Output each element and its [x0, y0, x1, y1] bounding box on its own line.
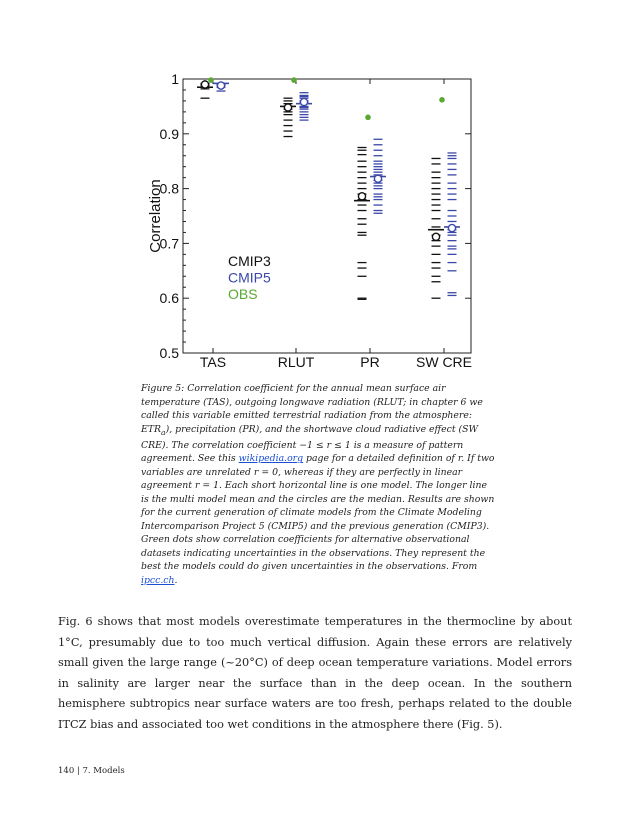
x-tick-label: TAS — [199, 354, 227, 370]
page-footer: 140 | 7. Models — [58, 766, 125, 776]
median-circle — [374, 175, 381, 182]
median-circle — [432, 233, 439, 240]
median-circle — [217, 82, 224, 89]
ipcc-link[interactable]: ipcc.ch — [141, 574, 175, 586]
caption-subscript: a — [161, 427, 166, 437]
plot-frame — [183, 79, 471, 353]
y-tick-label: 0.6 — [159, 290, 179, 307]
median-circle — [201, 81, 208, 88]
chart-legend — [228, 253, 271, 302]
y-axis-ticks — [183, 79, 471, 353]
y-tick-label: 0.7 — [159, 235, 179, 252]
x-axis-tick-labels — [200, 79, 472, 370]
legend-entry: OBS — [228, 286, 258, 302]
wikipedia-link[interactable]: wikipedia.org — [238, 453, 304, 465]
caption-text-1: Figure 5: Correlation coefficient for the annual mean surface air temperature (TAS), outgoing longwave radiation (RLUT; in chapter 6 we called this variable emitted terrestrial radiation from the atmosphere: ETR — [141, 383, 483, 435]
y-tick-label: 0.5 — [159, 345, 179, 361]
figure-caption — [141, 382, 497, 587]
y-tick-label: 1 — [171, 71, 179, 87]
median-circle — [358, 193, 365, 200]
x-tick-label: PR — [360, 354, 380, 370]
obs-dot — [291, 77, 297, 83]
median-circle — [284, 104, 291, 111]
legend-entry: CMIP5 — [228, 269, 271, 286]
obs-dot — [365, 115, 371, 121]
y-tick-label: 0.8 — [159, 180, 179, 197]
caption-text-2: ), precipitation (PR), and the shortwave cloud radiative effect (SW CRE). The correlation coefficient −1 ≤ r ≤ 1 is a measure of pattern agreement. See this — [141, 423, 479, 465]
obs-dot — [208, 77, 214, 83]
y-tick-label: 0.9 — [159, 125, 179, 142]
obs-dot — [439, 97, 445, 103]
x-tick-label: RLUT — [277, 354, 315, 370]
caption-text-4: . — [174, 574, 178, 586]
correlation-chart — [0, 0, 630, 380]
y-axis-label: Correlation — [147, 179, 164, 253]
body-paragraph: Fig. 6 shows that most models overestimate temperatures in the thermocline by about 1°C, presumably due to too much vertical diffusion. Again these errors are relatively small given the large range (~20°C) of deep ocean temperature variations. Model errors in salinity are larger near the surface than in the deep ocean. In the southern hemisphere subtropics near surface waters are too fresh, perhaps related to the double ITCZ bias and associated too wet conditions in the atmosphere there (Fig. 5). — [58, 615, 572, 731]
x-tick-label: SW CRE — [416, 354, 472, 370]
median-circle — [448, 224, 455, 231]
legend-entry: CMIP3 — [228, 253, 271, 269]
median-circle — [300, 98, 307, 105]
caption-text-3: page for a detailed definition of r. If two variables are unrelated r = 0, whereas if they are perfectly in linear agreement r = 1. Each short horizontal line is one model. The longer line is the multi model mean and the circles are the median. Results are shown for the current generation of climate models from the Climate Modeling Intercomparison Project 5 (CMIP5) and the previous generation (CMIP3). Green dots show correlation coefficients for alternative observational datasets indicating uncertainties in the observations. They represent the best the models could do given uncertainties in the observations. From — [141, 453, 495, 573]
